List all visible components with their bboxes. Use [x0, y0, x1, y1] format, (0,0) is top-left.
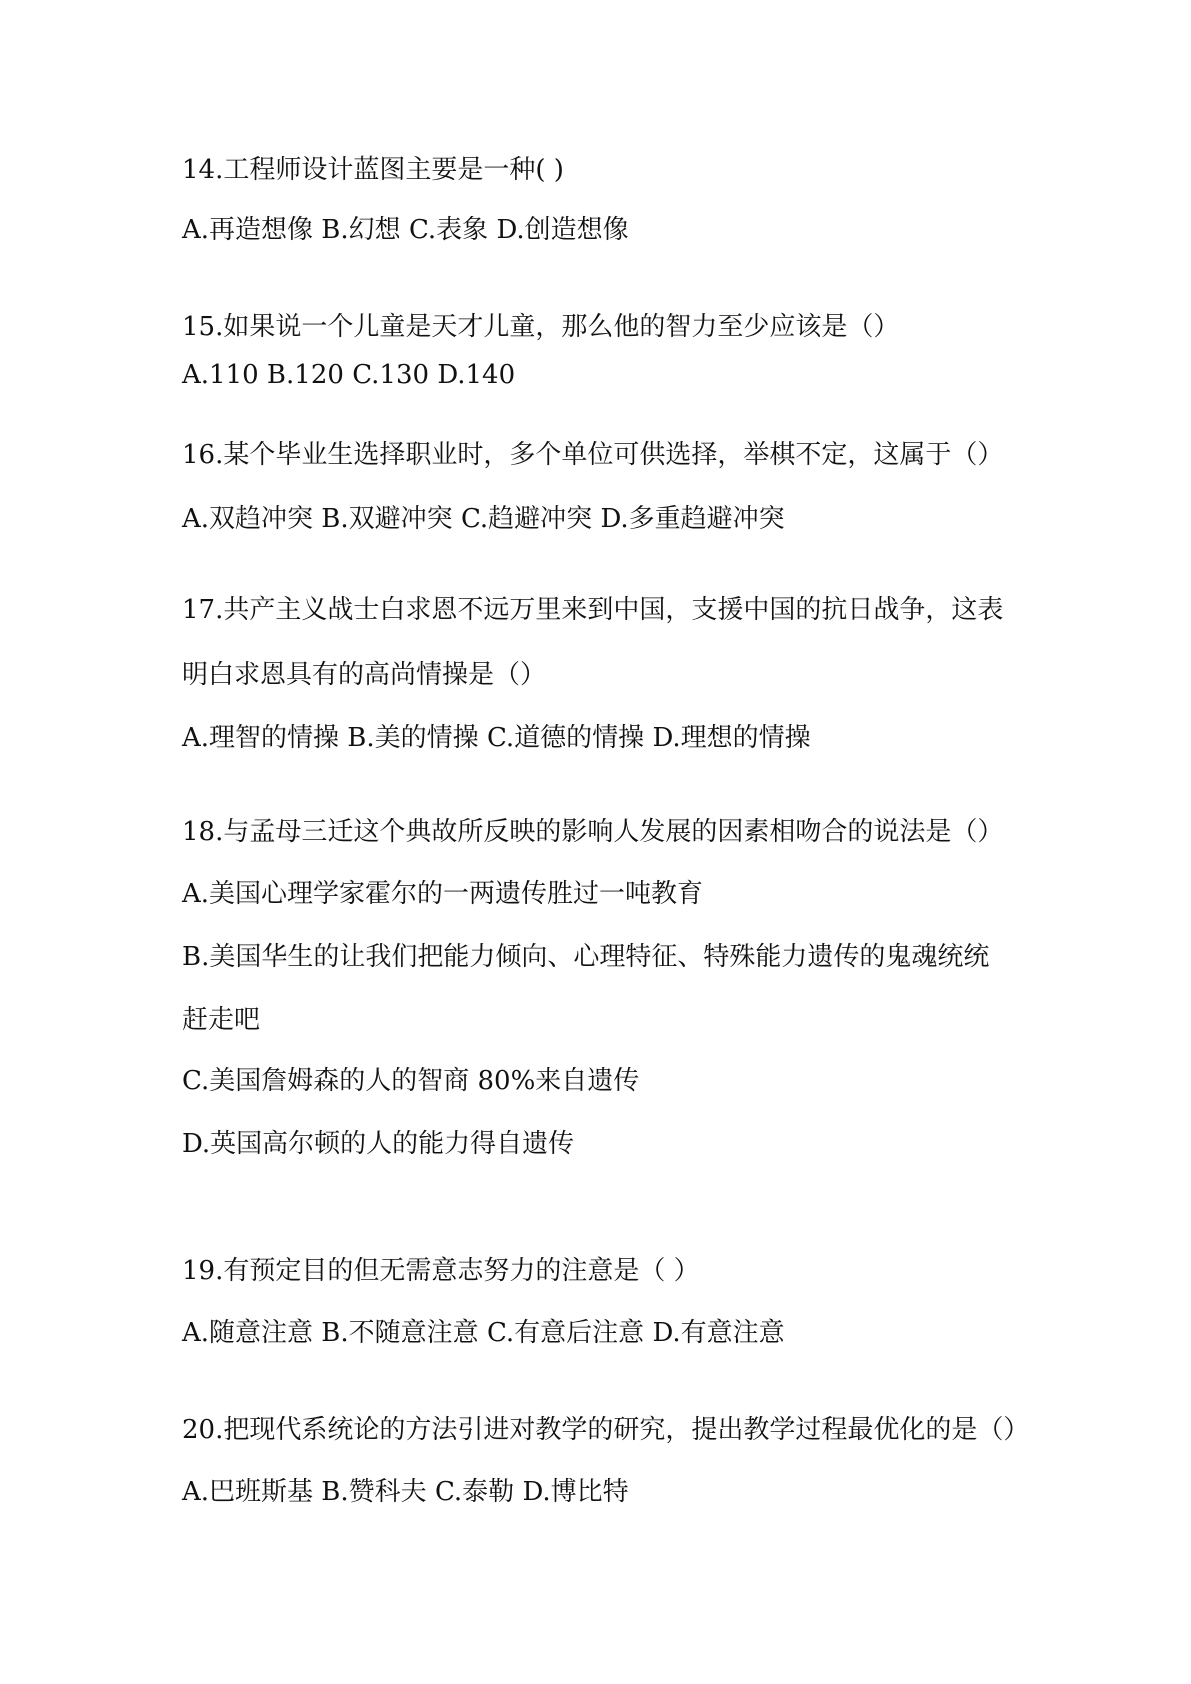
question-16-options: A.双趋冲突 B.双避冲突 C.趋避冲突 D.多重趋避冲突 [182, 504, 785, 534]
question-14-options: A.再造想像 B.幻想 C.表象 D.创造想像 [182, 215, 629, 245]
question-17-stem-line-2: 明白求恩具有的高尚情操是（） [182, 660, 547, 690]
question-18-option-c: C.美国詹姆森的人的智商 80%来自遗传 [182, 1066, 640, 1096]
question-18-option-b-line-1: B.美国华生的让我们把能力倾向、心理特征、特殊能力遗传的鬼魂统统 [182, 942, 990, 972]
question-17-options: A.理智的情操 B.美的情操 C.道德的情操 D.理想的情操 [182, 723, 811, 753]
question-18-option-a: A.美国心理学家霍尔的一两遗传胜过一吨教育 [182, 879, 704, 909]
question-14-stem: 14.工程师设计蓝图主要是一种( ) [182, 155, 564, 185]
question-16-stem: 16.某个毕业生选择职业时，多个单位可供选择，举棋不定，这属于（） [182, 440, 1004, 470]
question-19-options: A.随意注意 B.不随意注意 C.有意后注意 D.有意注意 [182, 1318, 785, 1348]
question-15-stem: 15.如果说一个儿童是天才儿童，那么他的智力至少应该是（） [182, 312, 900, 342]
question-18-option-d: D.英国高尔顿的人的能力得自遗传 [182, 1129, 575, 1159]
question-17-stem-line-1: 17.共产主义战士白求恩不远万里来到中国，支援中国的抗日战争，这表 [182, 595, 1004, 625]
question-15-options: A.110 B.120 C.130 D.140 [182, 360, 516, 390]
question-20-stem: 20.把现代系统论的方法引进对教学的研究，提出教学过程最优化的是（） [182, 1415, 1030, 1445]
question-18-stem: 18.与孟母三迁这个典故所反映的影响人发展的因素相吻合的说法是（） [182, 817, 1004, 847]
question-18-option-b-line-2: 赶走吧 [182, 1005, 261, 1035]
question-19-stem: 19.有预定目的但无需意志努力的注意是（ ） [182, 1256, 700, 1286]
question-20-options: A.巴班斯基 B.赞科夫 C.泰勒 D.博比特 [182, 1477, 629, 1507]
